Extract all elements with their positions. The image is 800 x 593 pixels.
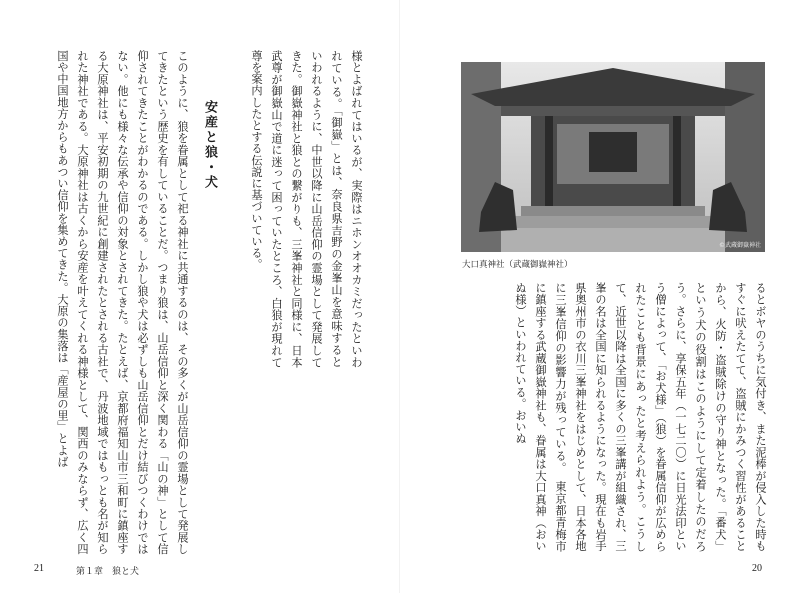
right-body-paragraph: るとボヤのうちに気付き、また泥棒が侵入した時もすぐに吠えたてて、盗賊にかみつく習性があることから、火防・盗賊除けの守り神となった。「番犬」という犬の役割はこのようにして定着したのだろう。さらに、享保五年（一七二〇）に日光法印という僧によって、「お犬様」（狼）を眷属信仰が広められたことも背景にあったと考えられよう。こうして、近世以降は全国に多くの三峯講が組織され、三峯の名は全国に知られるようになった。現在も岩手県奥州市の衣川三峯神社をはじめとして、日本各地に三峯信仰の影響力が残っている。 東京都青梅市に鎮座する武蔵御嶽神社も、眷属は大口真神（おいぬ様）といわれている。おいぬ bbox=[514, 282, 767, 552]
left-top-paragraph: 様とよばれてはいるが、実際はニホンオオカミだったといわれている。「御嶽」とは、奈良県吉野の金峯山を意味するといわれるように、中世以降に山岳信仰の霊場として発展してきた。御嶽神社と狼との繋がりも、三峯神社と同様に、日本武尊が御嶽山で道に迷って困っていたところ、白狼が現れて尊を案内したとする伝説に基づいている。 bbox=[250, 50, 363, 368]
shrine-image bbox=[461, 62, 765, 252]
right-page bbox=[400, 0, 800, 593]
page-number-left: 21 bbox=[34, 563, 44, 574]
left-bottom-paragraph: このように、狼を眷属として祀る神社に共通するのは、その多くが山岳信仰の霊場として発展してきたという歴史を有していることだ。つまり狼は、山岳信仰と深く関わる「山の神」として信仰されてきたことがわかるのである。しかし狼や犬は必ずしも山岳信仰とだけ結びつくわけではない。他にも様々な伝承や信仰の対象とされてきた。たとえば、京都府福知山市三和町に鎮座する大原神社は、平安初期の九世紀に創建されたとされる古社で、丹波地域ではもっとも名が知られた神社である。大原神社は古くから安産を叶えてくれる神様として、関西のみならず、広く四国や中国地方からもあつい信仰を集めてきた。大原の集落は「産屋の里」とよば bbox=[56, 50, 189, 555]
section-heading: 安産と狼・犬 bbox=[202, 100, 217, 190]
shrine-photo bbox=[461, 62, 765, 252]
photo-caption: 大口真神社（武蔵御嶽神社） bbox=[462, 260, 573, 270]
running-head: 第１章 狼と犬 bbox=[76, 567, 140, 577]
page-number-right: 20 bbox=[752, 563, 762, 574]
photo-credit: ©武蔵御嶽神社 bbox=[718, 242, 761, 249]
